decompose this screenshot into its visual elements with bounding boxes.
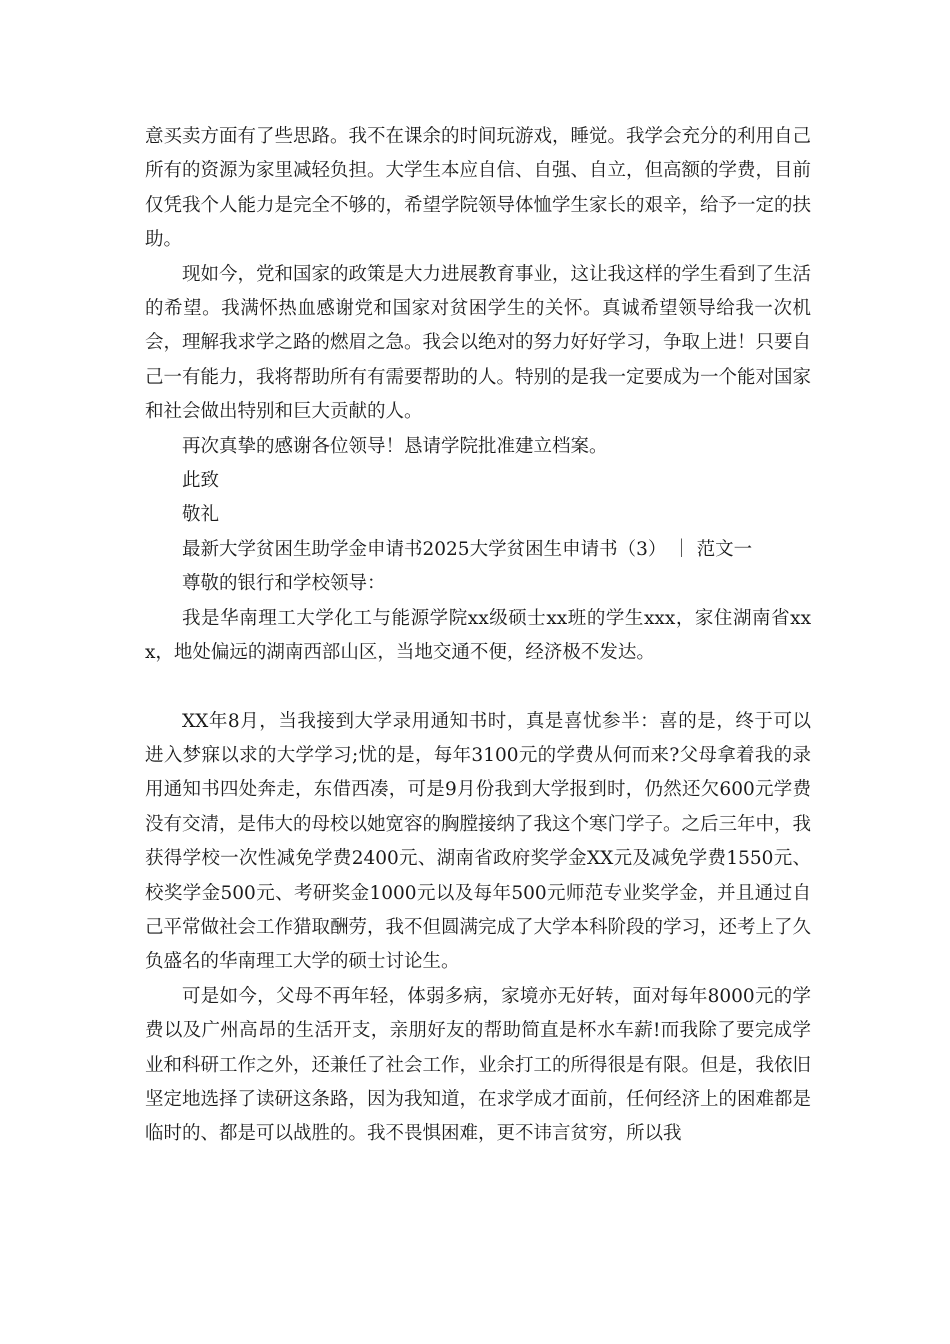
- paragraph-3: 再次真挚的感谢各位领导！恳请学院批准建立档案。: [182, 435, 608, 457]
- closing-salutation-1: 此致: [182, 470, 220, 492]
- paragraph-intro: 我是华南理工大学化工与能源学院xx级硕士xx班的学生xxx，家住湖南省xxx，地处偏远的湖南西部山区，当地交通不便，经济极不发达。: [145, 607, 811, 664]
- closing-salutation-2: 敬礼: [182, 504, 220, 526]
- paragraph-1: 意买卖方面有了些思路。我不在课余的时间玩游戏，睡觉。我学会充分的利用自己所有的资源为家里减轻负担。大学生本应自信、自强、自立，但高额的学费，目前仅凭我个人能力是完全不够的，希望学院领导体恤学生家长的艰辛，给予一定的扶助。: [145, 126, 812, 251]
- section-heading: 最新大学贫困生助学金申请书2025大学贫困生申请书（3） ｜ 范文一: [182, 538, 753, 560]
- paragraph-2: 现如今，党和国家的政策是大力进展教育事业，这让我这样的学生看到了生活的希望。我满怀热血感谢党和国家对贫困学生的关怀。真诚希望领导给我一次机会，理解我求学之路的燃眉之急。我会以绝对的努力好好学习，争取上进！只要自己一有能力，我将帮助所有有需要帮助的人。特别的是我一定要成为一个能对国家和社会做出特别和巨大贡献的人。: [145, 263, 812, 423]
- document-body: [145, 120, 811, 1152]
- greeting: 尊敬的银行和学校领导：: [182, 573, 386, 595]
- paragraph-history: XX年8月，当我接到大学录用通知书时，真是喜忧参半：喜的是，终于可以进入梦寐以求的大学学习;忧的是，每年3100元的学费从何而来?父母拿着我的录用通知书四处奔走，东借西凑，可是9月份我到大学报到时，仍然还欠600元学费没有交清，是伟大的母校以她宽容的胸膛接纳了我这个寒门学子。之后三年中，我获得学校一次性减免学费2400元、湖南省政府奖学金XX元及减免学费1550元、校奖学金500元、考研奖金1000元以及每年500元师范专业奖学金，并且通过自己平常做社会工作猎取酬劳，我不但圆满完成了大学本科阶段的学习，还考上了久负盛名的华南理工大学的硕士讨论生。: [145, 710, 812, 973]
- blank-line: [145, 671, 811, 705]
- paragraph-current: 可是如今，父母不再年轻，体弱多病，家境亦无好转，面对每年8000元的学费以及广州高昂的生活开支，亲朋好友的帮助简直是杯水车薪!而我除了要完成学业和科研工作之外，还兼任了社会工作，业余打工的所得很是有限。但是，我依旧坚定地选择了读研这条路，因为我知道，在求学成才面前，任何经济上的困难都是临时的、都是可以战胜的。我不畏惧困难，更不讳言贫穷，所以我: [145, 985, 812, 1145]
